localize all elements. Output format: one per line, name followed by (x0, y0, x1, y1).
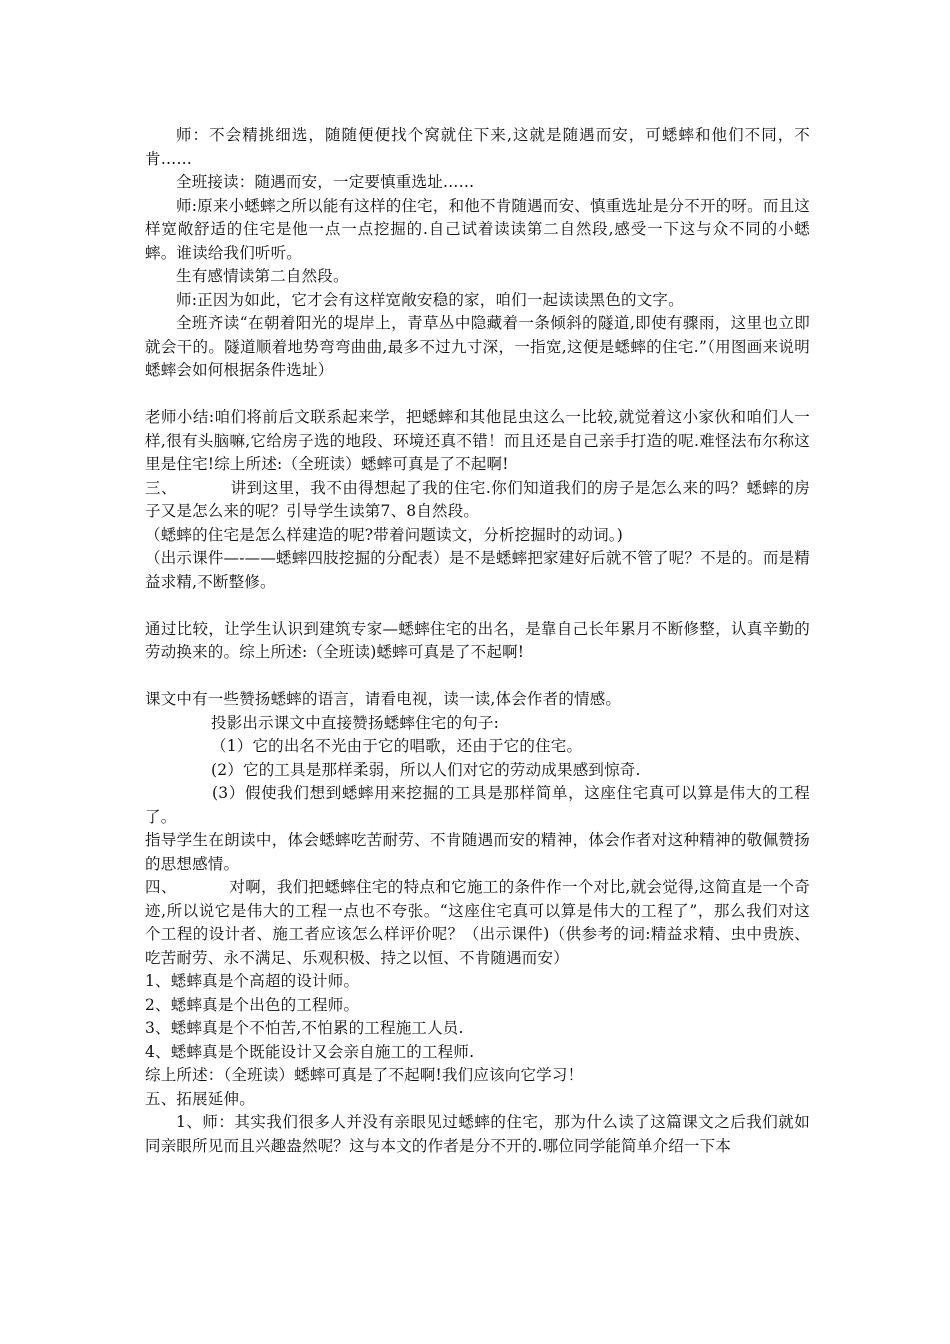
quote-item: （1）它的出名不光由于它的唱歌，还由于它的住宅。 (211, 737, 583, 755)
paragraph: 指导学生在朗读中，体会蟋蟀吃苦耐劳、不肯随遇而安的精神，体会作者对这种精神的敬佩赞扬的思想感情。 (145, 831, 810, 873)
quote-item: (3）假使我们想到蟋蟀用来挖掘的工具是那样简单，这座住宅真可以算是伟大的工程了。 (145, 784, 810, 826)
paragraph: 师：不会精挑细选，随随便便找个窝就住下来,这就是随遇而安，可蟋蟀和他们不同，不肯…… (145, 126, 810, 168)
section-four-paragraph: 四、 对啊，我们把蟋蟀住宅的特点和它施工的条件作一个对比,就会觉得,这简直是一个奇迹,所以说它是伟大的工程一点也不夸张。“这座住宅真可以算是伟大的工程了”，那么我们对这个工程的设计者、施工者应该怎么样评价呢？（出示课件)（供参考的词:精益求精、虫中贵族、吃苦耐劳、永不满足、乐观积极、持之以恒、不肯随遇而安） (145, 878, 810, 967)
list-item: 2、蟋蟀真是个出色的工程师。 (145, 995, 360, 1014)
paragraph: 综上所述：（全班读）蟋蟀可真是了不起啊!我们应该向它学习！ (145, 1066, 584, 1084)
blank-line (145, 665, 810, 689)
paragraph: 通过比较，让学生认识到建筑专家—蟋蟀住宅的出名，是靠自己长年累月不断修整，认真辛勤的劳动换来的。综上所述:（全班读)蟋蟀可真是了不起啊! (145, 619, 810, 661)
list-item: 1、蟋蟀真是个高超的设计师。 (145, 972, 360, 990)
paragraph: 全班接读：随遇而安，一定要慎重选址…… (176, 173, 475, 191)
paragraph: （蟋蟀的住宅是怎么样建造的呢?带着问题读文，分析挖掘时的动词。) (145, 525, 624, 544)
blank-line (145, 383, 810, 407)
list-item: 4、蟋蟀真是个既能设计又会亲自施工的工程师. (145, 1042, 475, 1061)
paragraph: 生有感情读第二自然段。 (176, 267, 349, 285)
section-heading: 五、拓展延伸。 (145, 1089, 255, 1108)
paragraph: 师:正因为如此，它才会有这样宽敞安稳的家，咱们一起读读黑色的文字。 (176, 290, 684, 309)
paragraph: 师:原来小蟋蟀之所以能有这样的住宅，和他不肯随遇而安、慎重选址是分不开的呀。而且这样宽敞舒适的住宅是他一点一点挖掘的.自己试着读读第二自然段,感受一下这与众不同的小蟋蟀。谁读给我们听听。 (145, 196, 810, 262)
blank-line (145, 594, 810, 618)
paragraph: 1、师：其实我们很多人并没有亲眼见过蟋蟀的住宅，那为什么读了这篇课文之后我们就如同亲眼所见而且兴趣盎然呢？这与本文的作者是分不开的.哪位同学能简单介绍一下本 (145, 1113, 810, 1155)
quote-item: (2）它的工具是那样柔弱，所以人们对它的劳动成果感到惊奇. (211, 760, 641, 779)
document-body (145, 124, 810, 1158)
section-three-paragraph: 三、 讲到这里，我不由得想起了我的住宅.你们知道我们的房子是怎么来的吗？蟋蟀的房子又是怎么来的呢？引导学生读第7、8自然段。 (145, 478, 810, 520)
paragraph: 老师小结:咱们将前后文联系起来学，把蟋蟀和其他昆虫这么一比较,就觉着这小家伙和咱们人一样,很有头脑嘛,它给房子选的地段、环境还真不错！而且还是自己亲手打造的呢.难怪法布尔称这里是住宅!综上所述:（全班读）蟋蟀可真是了不起啊! (145, 408, 810, 473)
paragraph: （出示课件—-——蟋蟀四肢挖掘的分配表）是不是蟋蟀把家建好后就不管了呢？不是的。而是精益求精,不断整修。 (145, 549, 810, 591)
list-item: 3、蟋蟀真是个不怕苦,不怕累的工程施工人员. (145, 1019, 464, 1037)
paragraph: 全班齐读“在朝着阳光的堤岸上，青草丛中隐藏着一条倾斜的隧道,即使有骤雨，这里也立即就会干的。隧道顺着地势弯弯曲曲,最多不过九寸深，一指宽,这便是蟋蟀的住宅.”（用图画来说明蟋蟀会如何根据条件选址） (145, 314, 810, 379)
paragraph: 课文中有一些赞扬蟋蟀的语言，请看电视，读一读,体会作者的情感。 (145, 690, 622, 708)
paragraph: 投影出示课文中直接赞扬蟋蟀住宅的句子: (211, 713, 500, 732)
